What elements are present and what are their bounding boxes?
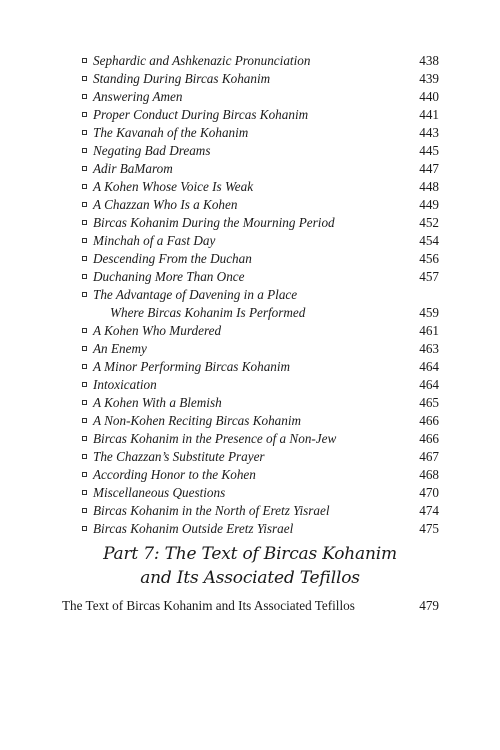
toc-entry: [80, 268, 440, 286]
bullet-square-icon: [82, 274, 87, 279]
bullet-square-icon: [82, 76, 87, 81]
toc-entry: [80, 286, 440, 322]
toc-entry-title-continued: Where Bircas Kohanim Is Performed: [110, 305, 306, 320]
bullet-square-icon: [82, 526, 87, 531]
toc-entry-page: 439: [419, 71, 439, 86]
toc-entry-page: 465: [419, 395, 439, 410]
toc-entry-title: A Kohen Who Murdered: [93, 323, 222, 338]
toc-entry-title: The Kavanah of the Kohanim: [93, 125, 249, 140]
toc-entry: [80, 250, 440, 268]
toc-entry: [80, 214, 440, 232]
toc-entry-title: The Chazzan’s Substitute Prayer: [93, 449, 265, 464]
toc-entry-page: 449: [419, 197, 439, 212]
bullet-square-icon: [82, 292, 87, 297]
toc-entry-title: Duchaning More Than Once: [93, 269, 245, 284]
bullet-square-icon: [82, 382, 87, 387]
toc-entry: [80, 196, 440, 214]
toc-entry-page: 467: [419, 449, 439, 464]
toc-entry-title: Intoxication: [93, 377, 157, 392]
toc-entry: [80, 70, 440, 88]
toc-entry-page: 438: [419, 53, 439, 68]
toc-entry-page: 466: [419, 431, 439, 446]
toc-entry: [80, 106, 440, 124]
toc-entry-page: 459: [419, 305, 439, 320]
toc-entry-title: Answering Amen: [93, 89, 183, 104]
toc-entry-title: A Kohen With a Blemish: [93, 395, 222, 410]
toc-entry: [80, 232, 440, 250]
toc-entry-page: 457: [419, 269, 439, 284]
bullet-square-icon: [82, 94, 87, 99]
toc-entry: [80, 430, 440, 448]
toc-entry-page: 474: [419, 503, 439, 518]
bullet-square-icon: [82, 256, 87, 261]
toc-entry-title: Adir BaMarom: [93, 161, 173, 176]
bullet-square-icon: [82, 346, 87, 351]
bullet-square-icon: [82, 238, 87, 243]
toc-entry-title: A Non-Kohen Reciting Bircas Kohanim: [93, 413, 302, 428]
bullet-square-icon: [82, 472, 87, 477]
toc-entry-page: 452: [419, 215, 439, 230]
toc-entry-part7: [62, 597, 439, 615]
toc-entry: [80, 376, 440, 394]
toc-entry: [80, 466, 440, 484]
bullet-square-icon: [82, 184, 87, 189]
toc-entry-title: According Honor to the Kohen: [93, 467, 256, 482]
toc-entry-page: 454: [419, 233, 439, 248]
part-heading-line2: and Its Associated Tefillos: [140, 568, 360, 588]
bullet-square-icon: [82, 508, 87, 513]
bullet-square-icon: [82, 364, 87, 369]
toc-entry: [80, 142, 440, 160]
toc-entry-page: 443: [419, 125, 439, 140]
bullet-square-icon: [82, 202, 87, 207]
toc-entry-page: 448: [419, 179, 439, 194]
toc-entry-title: Negating Bad Dreams: [93, 143, 211, 158]
toc-entry-page: 479: [419, 598, 439, 613]
toc-entry-page: 468: [419, 467, 439, 482]
toc-entry-title: A Chazzan Who Is a Kohen: [93, 197, 238, 212]
bullet-square-icon: [82, 418, 87, 423]
toc-entry-page: 466: [419, 413, 439, 428]
toc-entry-title: Miscellaneous Questions: [93, 485, 226, 500]
toc-entry-title: Descending From the Duchan: [93, 251, 252, 266]
bullet-square-icon: [82, 130, 87, 135]
bullet-square-icon: [82, 436, 87, 441]
bullet-square-icon: [82, 166, 87, 171]
toc-entry: [80, 502, 440, 520]
toc-entry: [80, 448, 440, 466]
toc-entry-page: 461: [419, 323, 439, 338]
toc-entry-page: 463: [419, 341, 439, 356]
toc-entry-title: Sephardic and Ashkenazic Pronunciation: [93, 53, 311, 68]
toc-entry-title: Bircas Kohanim During the Mourning Period: [93, 215, 335, 230]
bullet-square-icon: [82, 400, 87, 405]
bullet-square-icon: [82, 490, 87, 495]
toc-entry: [80, 178, 440, 196]
toc-entry-title: Proper Conduct During Bircas Kohanim: [93, 107, 309, 122]
toc-entry-title: Standing During Bircas Kohanim: [93, 71, 271, 86]
toc-entry-page: 447: [419, 161, 439, 176]
toc-entry-title: An Enemy: [93, 341, 147, 356]
bullet-square-icon: [82, 454, 87, 459]
toc-entry-page: 440: [419, 89, 439, 104]
toc-entry: [80, 340, 440, 358]
toc-entry-page: 464: [419, 377, 439, 392]
toc-entry: [80, 160, 440, 178]
toc-entry: [80, 484, 440, 502]
toc-entry-title: Bircas Kohanim Outside Eretz Yisrael: [93, 521, 294, 536]
toc-entry-page: 441: [419, 107, 439, 122]
toc-entry-title: The Text of Bircas Kohanim and Its Associated Tefillos: [62, 598, 355, 613]
bullet-square-icon: [82, 220, 87, 225]
toc-entry: [80, 358, 440, 376]
toc-entry-page: 470: [419, 485, 439, 500]
toc-entry: [80, 394, 440, 412]
toc-entry: [80, 412, 440, 430]
toc-entry-title: The Advantage of Davening in a Place: [93, 287, 298, 302]
bullet-square-icon: [82, 112, 87, 117]
bullet-square-icon: [82, 148, 87, 153]
toc-entry-page: 456: [419, 251, 439, 266]
toc-entry-title: A Kohen Whose Voice Is Weak: [93, 179, 254, 194]
toc-entry: [80, 88, 440, 106]
bullet-square-icon: [82, 58, 87, 63]
toc-entry-title: Bircas Kohanim in the North of Eretz Yisrael: [93, 503, 330, 518]
part-heading-line1: Part 7: The Text of Bircas Kohanim: [103, 544, 397, 564]
toc-entry-title: A Minor Performing Bircas Kohanim: [93, 359, 291, 374]
bullet-square-icon: [82, 328, 87, 333]
toc-entry-page: 475: [419, 521, 439, 536]
toc-entry: [80, 124, 440, 142]
toc-entry: [80, 52, 440, 70]
toc-entry: [80, 322, 440, 340]
toc-entry-title: Minchah of a Fast Day: [93, 233, 216, 248]
toc-entry: [80, 520, 440, 538]
toc-entry-page: 445: [419, 143, 439, 158]
toc-entry-title: Bircas Kohanim in the Presence of a Non-Jew: [93, 431, 337, 446]
toc-entry-page: 464: [419, 359, 439, 374]
